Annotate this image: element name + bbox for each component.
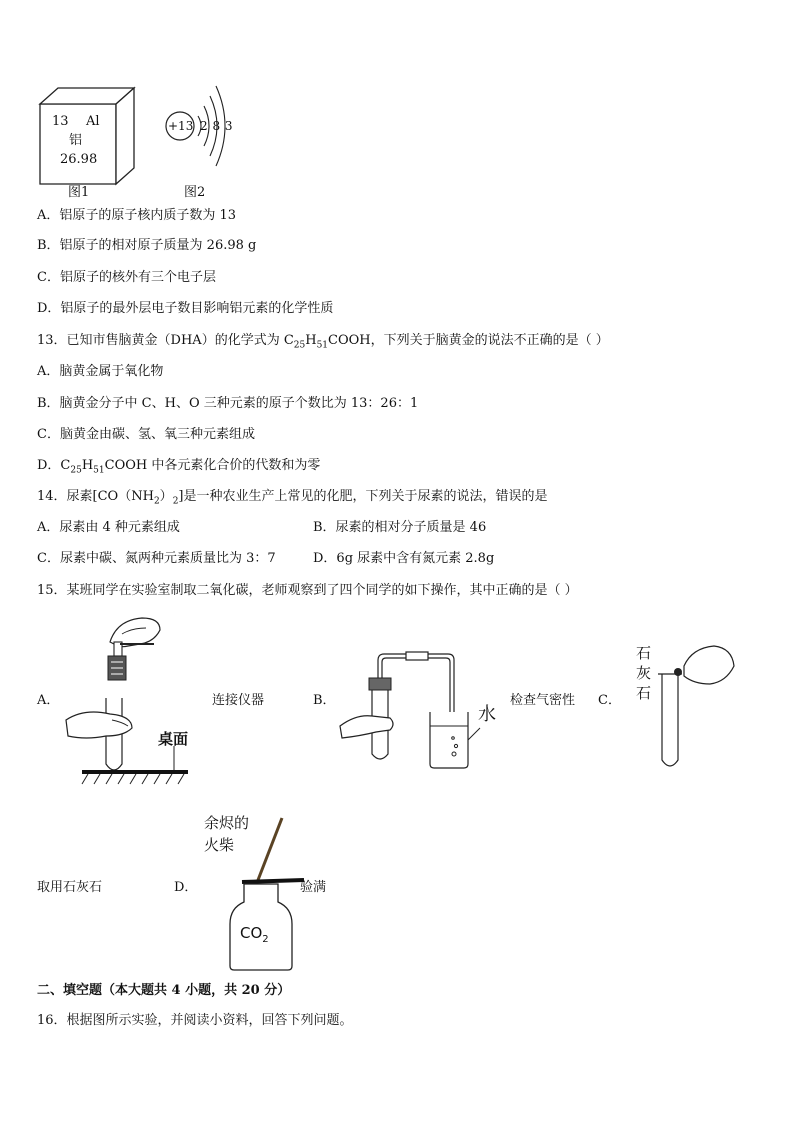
q15-figure-d [196, 808, 306, 976]
q12-option-d: D．铝原子的最外层电子数目影响铝元素的化学性质 [37, 301, 334, 316]
q14-option-c: C．尿素中碳、氮两种元素质量比为 3：7 [37, 551, 276, 566]
q14-option-a: A．尿素由 4 种元素组成 [37, 520, 180, 535]
co2-bottle-illustration [196, 808, 306, 976]
q15-label-c: C． [598, 693, 621, 708]
figure-1 [30, 84, 140, 202]
q14-option-d: D．6g 尿素中含有氮元素 2.8g [313, 551, 495, 566]
q15-label-b: B． [313, 693, 336, 708]
q15-figure-b [336, 640, 506, 772]
limestone-char-1: 石 [636, 644, 652, 662]
q15-stem: 15．某班同学在实验室制取二氧化碳，老师观察到了四个同学的如下操作，其中正确的是（ ） [37, 583, 578, 598]
q12-option-b: B．铝原子的相对原子质量为 26.98 g [37, 238, 257, 253]
q16-stem: 16．根据图所示实验，并阅读小资料，回答下列问题。 [37, 1013, 353, 1028]
ember-label-1: 余烬的 [204, 814, 250, 832]
q15-caption-a: 连接仪器 [212, 693, 265, 708]
q13-option-b: B．脑黄金分子中 C、H、O 三种元素的原子个数比为 13：26：1 [37, 396, 419, 411]
limestone-char-3: 石 [636, 684, 652, 702]
q14-option-b: B．尿素的相对分子质量是 46 [313, 520, 487, 535]
q13-stem: 13．已知市售脑黄金（DHA）的化学式为 $C_{25}H_{51}COOH$，下列关于脑黄金的说法不正确的是（ ） [37, 333, 609, 351]
q14-stem: 14．尿素$[CO(NH_2)_2]$是一种农业生产上常见的化肥，下列关于尿素的说法，错误的是 [37, 489, 548, 507]
water-label: 水 [478, 704, 496, 725]
atomic-number: 13 [52, 114, 69, 129]
atomic-mass: 26.98 [60, 152, 98, 167]
element-name: 铝 [69, 133, 83, 148]
ember-label-2: 火柴 [204, 836, 235, 854]
q15-figure-c [628, 636, 748, 776]
connect-apparatus-illustration [62, 612, 192, 790]
co2-label: $CO_2$ [240, 924, 269, 945]
electron-shells: 2 8 3 [200, 119, 233, 133]
q12-option-c: C．铝原子的核外有三个电子层 [37, 270, 216, 285]
desk-label: 桌面 [158, 730, 189, 748]
q13-option-a: A．脑黄金属于氧化物 [37, 364, 164, 379]
nucleus-charge: +13 [168, 119, 194, 133]
figure-2-caption: 图2 [184, 185, 206, 200]
q15-caption-c: 取用石灰石 [37, 880, 103, 895]
q15-label-d: D． [174, 880, 198, 895]
q12-option-a: A．铝原子的原子核内质子数为 13 [37, 208, 237, 223]
element-symbol: Al [86, 114, 100, 129]
q15-label-a: A． [37, 693, 60, 708]
q13-option-d: D．$C_{25}H_{51}COOH$ 中各元素化合价的代数和为零 [37, 458, 321, 476]
limestone-char-2: 灰 [636, 664, 652, 682]
figure-1-caption: 图1 [68, 185, 90, 200]
figure-2 [160, 78, 240, 202]
q15-figure-a [62, 612, 192, 790]
q13-option-c: C．脑黄金由碳、氢、氧三种元素组成 [37, 427, 255, 442]
section-2-heading: 二、填空题（本大题共 4 小题，共 20 分） [37, 983, 291, 998]
q15-caption-b: 检查气密性 [510, 693, 576, 708]
q15-caption-d: 验满 [300, 880, 327, 895]
